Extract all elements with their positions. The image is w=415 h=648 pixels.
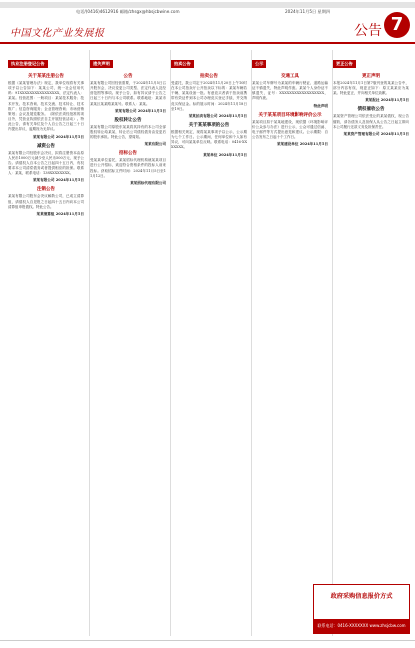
notice-body: 某某公司车牌号为某某的车辆行驶证、道路运输证不慎遗失，特此声明作废。某某个人身份证不慎遗失，证号：XXXXXXXXXXXXXXXXXX，声明作废。 <box>252 81 328 101</box>
notice-title: 关于某某项目环境影响评价公示 <box>258 112 322 118</box>
section-label: 执业注册登记公告 <box>8 60 48 68</box>
notice-signature: 某某有限公司 2024年11月5日 <box>114 108 166 113</box>
notice-signature: 某某有限公司 <box>144 142 166 147</box>
notice-body: 某某有限公司原股东某某将其持有的本公司全部股权转让给某某，转让后公司债权债务由变更后的股东承担。特此公告，望周知。 <box>90 124 166 140</box>
notice-title: 公告 <box>123 74 133 79</box>
section-title: 公告 <box>354 23 382 39</box>
notice-title: 拍卖公告 <box>200 74 218 79</box>
section-label: 拍卖公告 <box>171 60 194 68</box>
section-label: 更正公告 <box>333 60 356 68</box>
notice-body: 某某项目拟于某某地建设，现依据《环境影响评价公众参与办法》进行公示，公众可通过信函、电子邮件等方式提出意见和建议。公示期限：自公告发布之日起十个工作日。 <box>252 119 328 140</box>
notice-signature: 某某招标代理有限公司 <box>130 180 166 185</box>
notice-title: 更正声明 <box>362 74 380 79</box>
ad-footer: 联系电话：0416-XXXXXXX www.zhsjcbw.com <box>314 619 409 633</box>
page-number-badge: 7 <box>384 12 410 38</box>
column-4 <box>251 50 328 636</box>
notice-body: 根据相关规定，现将某某事项予以公示，公示期为七个工作日。公示期间，任何单位和个人如有异议，可向某某单位反映。联系电话：0416-XXXXXXX。 <box>171 129 247 150</box>
column-1 <box>8 50 84 636</box>
notice-title: 注销公告 <box>37 187 55 193</box>
masthead <box>0 0 415 44</box>
notice-title: 交通工具 <box>281 74 299 79</box>
notice-body: 本报2024年11月1日第7版刊登的某某公告中，部分内容有误，现更正如下：原文某某应为某某。特此更正，并向相关单位致歉。 <box>333 81 409 96</box>
column-2 <box>89 50 166 636</box>
notice-signature: 某某建设单位 2024年11月5日 <box>276 142 328 147</box>
notice-title: 关于某某注册公告 <box>28 74 64 79</box>
notice-signature: 某某资产管理有限公司 2024年11月5日 <box>343 131 409 136</box>
notice-signature: 某某拍卖有限公司 2024年11月5日 <box>188 113 247 118</box>
advertisement-box <box>313 584 410 634</box>
contact-info: 电话/(0416)4612916 邮箱/zhsgx@hbsjcbwine.com <box>76 9 180 14</box>
notice-signature: 某某清算组 2024年11月5日 <box>36 211 84 216</box>
section-label: 遗失声明 <box>90 60 113 68</box>
notice-body: 受委托，我公司定于2024年11月20日上午10时在本公司拍卖厅公开拍卖以下标的：某某车辆若干辆、某某设备一批。有意竞买者请于拍卖前携带有效证件到本公司办理竞买登记手续，并交纳竞买保证金。标的展示时间：2024年11月18日至19日。 <box>171 81 247 111</box>
notice-body: 某某资产管理公司依法受让的某某债权，现公告催收，请各债务人及担保人从公告之日起立即向本公司履行还款义务及担保责任。 <box>333 114 409 129</box>
content-columns <box>8 50 408 636</box>
notice-body: 某某有限公司经股东会决议，拟将注册资本由原人民币1000万元减少至人民币500万元，现予公告。请债权人自本公告之日起四十五日内，有权要求本公司清偿债务或者提供相应的担保。联系人：某某，联系电话：138XXXXXXXX。 <box>8 150 84 176</box>
masthead-top-bar <box>0 2 415 8</box>
notice-signature: 某某报社 2024年11月5日 <box>365 98 409 103</box>
notice-body: 受某某单位委托，某某招标代理机构就某某项目进行公开招标，欢迎符合资格条件的投标人前来投标。获取招标文件时间：2024年11月5日至11月12日。 <box>90 158 166 178</box>
notice-signature: 某某有限公司 2024年11月5日 <box>32 178 84 183</box>
notice-title: 关于某某事项的公告 <box>188 122 230 128</box>
column-3 <box>170 50 247 636</box>
ad-title: 政府采购信息报价方式 <box>330 593 393 600</box>
bottom-rule <box>0 640 415 641</box>
notice-title: 招标公告 <box>119 151 137 157</box>
notice-body: 根据《某某管理办法》规定，我单位现将有关事项予以公告如下：某某公司，统一社会信用代码：91XXXXXXXXXXXXXXXX，法定代表人：某某。经营范围：一般项目：某某技术服务；技术开发、技术咨询、技术交流、技术转让、技术推广；信息咨询服务；企业管理咨询；市场营销策划；会议及展览服务。（除依法须经批准的项目外，凭营业执照依法自主开展经营活动）。特此公告，请有关单位及个人自公告之日起三十日内提出异议，逾期视为无异议。 <box>8 81 84 132</box>
notice-title: 股权转让公告 <box>114 117 142 123</box>
notice-signature: 某某单位 2024年11月5日 <box>203 152 247 157</box>
newspaper-logo: 中国文化产业发展报 <box>10 28 105 39</box>
section-label: 公示 <box>252 60 266 68</box>
notice-signature: 特此声明 <box>313 103 328 108</box>
notice-signature: 某某有限公司 2024年11月5日 <box>32 134 84 139</box>
notice-body: 某某有限公司因经营需要，于2024年11月5日召开股东会，决议变更公司类型、法定代表人及经营范围等事项。现予公告，如有异议请于公告之日起三十日内与本公司联系。联系地址：某某市某某区某某路某某号。联系人：某某。 <box>90 81 166 106</box>
notice-title: 减资公告 <box>37 143 55 149</box>
column-5 <box>332 50 409 636</box>
notice-title: 债权催收公告 <box>357 107 385 113</box>
notice-body: 某某有限公司股东会决议解散公司，已成立清算组，请债权人自见报之日起四十五日内向本公司清算组申报债权。特此公告。 <box>8 194 84 209</box>
masthead-rule <box>0 42 415 44</box>
issue-date: 2024年11月5日 星期四 <box>285 9 331 14</box>
